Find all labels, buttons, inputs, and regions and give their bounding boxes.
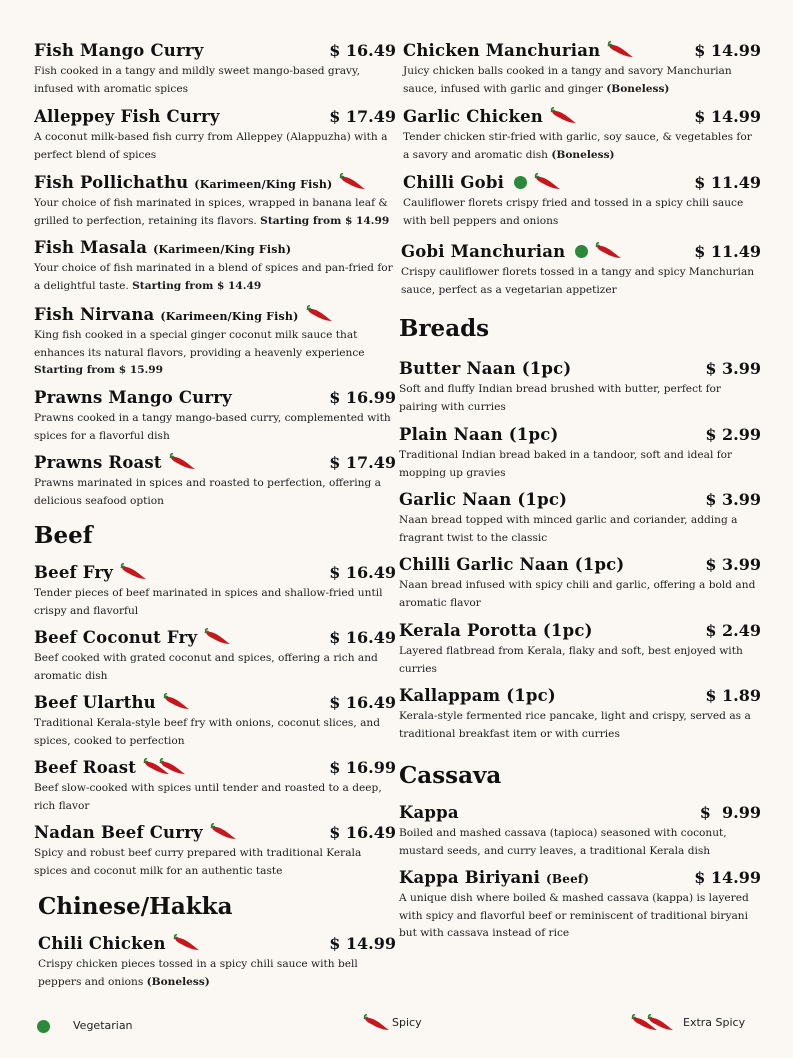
menu-item-fish-pollichathu — [34, 173, 396, 230]
item-name: Beef Roast — [34, 758, 137, 777]
desc-bold: Starting from $ 14.99 — [260, 214, 390, 227]
chili-icon — [338, 173, 366, 191]
menu-item-kappa-biriyani — [399, 868, 761, 943]
item-description — [403, 63, 761, 98]
item-price: $ 1.89 — [705, 686, 761, 705]
chili-icon — [158, 758, 186, 776]
item-name: Fish Mango Curry — [34, 41, 204, 60]
desc-bold: (Boneless) — [551, 148, 615, 161]
item-description: Prawns cooked in a tangy mango-based curry, complemented with spices for a flavorful dish — [34, 412, 391, 442]
section-heading-beef: Beef — [34, 522, 93, 549]
legend-spicy-label: Spicy — [392, 1016, 422, 1029]
chili-icon — [646, 1014, 674, 1032]
item-description: Fish cooked in a tangy and mildly sweet mango-based gravy, infused with aromatic spices — [34, 65, 360, 95]
item-note: (Karimeen/King Fish) — [153, 243, 292, 256]
item-price: $ 14.99 — [694, 107, 761, 126]
item-price: $ 17.49 — [329, 453, 396, 472]
item-price: $ 16.49 — [329, 823, 396, 842]
item-description: Layered flatbread from Kerala, flaky and soft, best enjoyed with curries — [399, 645, 743, 675]
item-description — [34, 260, 396, 295]
chili-icon — [305, 305, 333, 323]
item-name: Prawns Roast — [34, 453, 162, 472]
menu-item-chicken-manchurian — [403, 41, 761, 98]
item-note: (Karimeen/King Fish) — [194, 178, 333, 191]
item-price: $ 16.49 — [329, 693, 396, 712]
menu-item-nadan-beef-curry — [34, 823, 396, 880]
menu-item-butter-naan — [399, 359, 761, 416]
chili-icon — [594, 242, 622, 260]
legend — [0, 1012, 793, 1040]
item-name: Plain Naan (1pc) — [399, 425, 559, 444]
menu-item-beef-ularthu — [34, 693, 396, 750]
item-name: Chilli Garlic Naan (1pc) — [399, 555, 625, 574]
desc-bold: (Boneless) — [146, 975, 210, 988]
chili-icon — [168, 453, 196, 471]
item-price: $ 14.99 — [694, 41, 761, 60]
desc-bold: (Boneless) — [606, 82, 670, 95]
item-description: A coconut milk-based fish curry from Alleppey (Alappuzha) with a perfect blend of spices — [34, 131, 388, 161]
menu-item-prawns-mango-curry — [34, 388, 396, 445]
menu-item-fish-masala — [34, 238, 396, 295]
chili-icon — [606, 41, 634, 59]
menu-item-garlic-naan — [399, 490, 761, 547]
item-price: $ 2.49 — [705, 621, 761, 640]
item-price: $ 16.49 — [329, 628, 396, 647]
item-name: Kappa Biriyani — [399, 868, 541, 887]
item-price: $ 3.99 — [705, 490, 761, 509]
item-name: Chili Chicken — [38, 934, 166, 953]
item-name-wrap — [34, 628, 231, 647]
item-description: Beef slow-cooked with spices until tender and roasted to a deep, rich flavor — [34, 782, 382, 812]
item-name: Chilli Gobi — [403, 173, 505, 192]
desc-text: King fish cooked in a special ginger coconut milk sauce that enhances its natural flavors, providing a heavenly experience — [34, 329, 365, 359]
item-description — [34, 327, 396, 380]
menu-item-garlic-chicken — [403, 107, 761, 164]
menu-item-kerala-porotta — [399, 621, 761, 678]
chili-icon — [119, 563, 147, 581]
item-price: $ 16.99 — [329, 388, 396, 407]
section-heading-cassava: Cassava — [399, 762, 502, 789]
menu-item-beef-fry — [34, 563, 396, 620]
item-note: (Beef) — [546, 872, 590, 886]
item-description: Naan bread infused with spicy chili and garlic, offering a bold and aromatic flavor — [399, 579, 756, 609]
menu-item-fish-nirvana — [34, 305, 396, 380]
chili-icon — [172, 934, 200, 952]
item-name: Garlic Naan (1pc) — [399, 490, 568, 509]
item-price: $ 17.49 — [329, 107, 396, 126]
menu-item-gobi-manchurian — [401, 242, 761, 299]
menu-item-chili-chicken — [38, 934, 396, 991]
chili-icon — [162, 693, 190, 711]
item-name-wrap — [399, 868, 589, 887]
item-name-wrap — [403, 41, 634, 60]
item-note: (Karimeen/King Fish) — [160, 310, 299, 323]
item-name: Beef Coconut Fry — [34, 628, 198, 647]
item-name: Kappa — [399, 803, 459, 822]
item-name: Alleppey Fish Curry — [34, 107, 220, 126]
menu-item-alleppey-fish-curry — [34, 107, 396, 164]
item-description: Naan bread topped with minced garlic and coriander, adding a fragrant twist to the classic — [399, 514, 738, 544]
item-name: Kallappam (1pc) — [399, 686, 556, 705]
item-description: Soft and fluffy Indian bread brushed with butter, perfect for pairing with curries — [399, 383, 721, 413]
menu-item-beef-coconut-fry — [34, 628, 396, 685]
item-name: Gobi Manchurian — [401, 242, 566, 261]
desc-bold: Starting from $ 14.49 — [132, 279, 262, 292]
item-description: Spicy and robust beef curry prepared with traditional Kerala spices and coconut milk for an authentic taste — [34, 847, 362, 877]
item-name: Butter Naan (1pc) — [399, 359, 572, 378]
menu-item-fish-mango-curry — [34, 41, 396, 98]
item-description: Prawns marinated in spices and roasted to perfection, offering a delicious seafood option — [34, 477, 381, 507]
desc-text: Crispy chicken pieces tossed in a spicy chili sauce with bell peppers and onions — [38, 958, 358, 988]
item-name-wrap — [34, 758, 186, 777]
desc-text: Your choice of fish marinated in spices, wrapped in banana leaf & grilled to perfection, retaining its flavors. — [34, 197, 388, 227]
item-name-wrap — [401, 242, 622, 261]
item-name-wrap — [34, 305, 333, 324]
item-price: $ 16.99 — [329, 758, 396, 777]
item-price: $ 3.99 — [705, 555, 761, 574]
item-price: $ 14.99 — [329, 934, 396, 953]
item-name: Fish Pollichathu — [34, 173, 189, 192]
item-price: $ 3.99 — [705, 359, 761, 378]
item-name-wrap — [34, 563, 147, 582]
legend-vegetarian-label: Vegetarian — [73, 1019, 133, 1032]
item-description — [38, 956, 396, 991]
vegetarian-icon — [37, 1020, 50, 1033]
item-name-wrap — [403, 107, 577, 126]
item-description: Crispy cauliflower florets tossed in a tangy and spicy Manchurian sauce, perfect as a vegetarian appetizer — [401, 266, 755, 296]
item-description: Traditional Kerala-style beef fry with onions, coconut slices, and spices, cooked to perfection — [34, 717, 381, 747]
item-price: $ 16.49 — [329, 563, 396, 582]
desc-text: Juicy chicken balls cooked in a tangy and savory Manchurian sauce, infused with garlic and ginger — [403, 65, 732, 95]
item-name-wrap — [38, 934, 200, 953]
item-name-wrap — [34, 453, 196, 472]
item-description — [34, 195, 396, 230]
item-price: $ 11.49 — [694, 242, 761, 261]
item-description: Cauliflower florets crispy fried and tossed in a spicy chili sauce with bell peppers and onions — [403, 197, 744, 227]
item-price: $ 16.49 — [329, 41, 396, 60]
chili-icon — [549, 107, 577, 125]
section-heading-chinese-hakka: Chinese/Hakka — [38, 893, 233, 920]
item-price: $ 11.49 — [694, 173, 761, 192]
item-name: Nadan Beef Curry — [34, 823, 203, 842]
menu-item-kappa — [399, 803, 761, 860]
item-name: Fish Masala — [34, 238, 148, 257]
vegetarian-icon — [514, 176, 527, 189]
desc-text: Tender chicken stir-fried with garlic, soy sauce, & vegetables for a savory and aromatic dish — [403, 131, 752, 161]
item-name: Garlic Chicken — [403, 107, 543, 126]
chili-icon — [209, 823, 237, 841]
item-name: Kerala Porotta (1pc) — [399, 621, 593, 640]
chili-icon — [362, 1014, 390, 1032]
desc-bold: Starting from $ 15.99 — [34, 364, 164, 376]
item-name-wrap — [34, 238, 291, 257]
section-heading-breads: Breads — [399, 315, 490, 342]
item-name: Beef Fry — [34, 563, 114, 582]
item-name: Beef Ularthu — [34, 693, 156, 712]
vegetarian-icon — [575, 245, 588, 258]
item-description: Traditional Indian bread baked in a tandoor, soft and ideal for mopping up gravies — [399, 449, 733, 479]
item-name: Prawns Mango Curry — [34, 388, 232, 407]
item-name: Chicken Manchurian — [403, 41, 601, 60]
item-name: Fish Nirvana — [34, 305, 155, 324]
legend-extra-spicy-label: Extra Spicy — [683, 1016, 746, 1029]
item-price: $ 9.99 — [699, 803, 761, 822]
menu-item-prawns-roast — [34, 453, 396, 510]
chili-icon — [203, 628, 231, 646]
item-description: A unique dish where boiled & mashed cassava (kappa) is layered with spicy and flavorful beef or reminiscent of traditional biryani but with cassava instead of rice — [399, 892, 749, 939]
item-name-wrap — [34, 693, 190, 712]
item-name-wrap — [34, 823, 237, 842]
item-name-wrap — [403, 173, 561, 192]
item-description — [403, 129, 761, 164]
menu-item-kallappam — [399, 686, 761, 743]
item-price: $ 2.99 — [705, 425, 761, 444]
item-price: $ 14.99 — [694, 868, 761, 887]
item-name-wrap — [34, 173, 366, 192]
menu-item-beef-roast — [34, 758, 396, 815]
item-description: Boiled and mashed cassava (tapioca) seasoned with coconut, mustard seeds, and curry leaves, a traditional Kerala dish — [399, 827, 727, 857]
desc-text: Your choice of fish marinated in a blend of spices and pan-fried for a delightful taste. — [34, 262, 393, 292]
item-description: Kerala-style fermented rice pancake, light and crispy, served as a traditional breakfast item or with curries — [399, 710, 751, 740]
item-description: Tender pieces of beef marinated in spices and shallow-fried until crispy and flavorful — [34, 587, 383, 617]
menu-item-chilli-gobi — [403, 173, 761, 230]
menu-item-chilli-garlic-naan — [399, 555, 761, 612]
chili-icon — [533, 173, 561, 191]
menu-item-plain-naan — [399, 425, 761, 482]
item-description: Beef cooked with grated coconut and spices, offering a rich and aromatic dish — [34, 652, 378, 682]
